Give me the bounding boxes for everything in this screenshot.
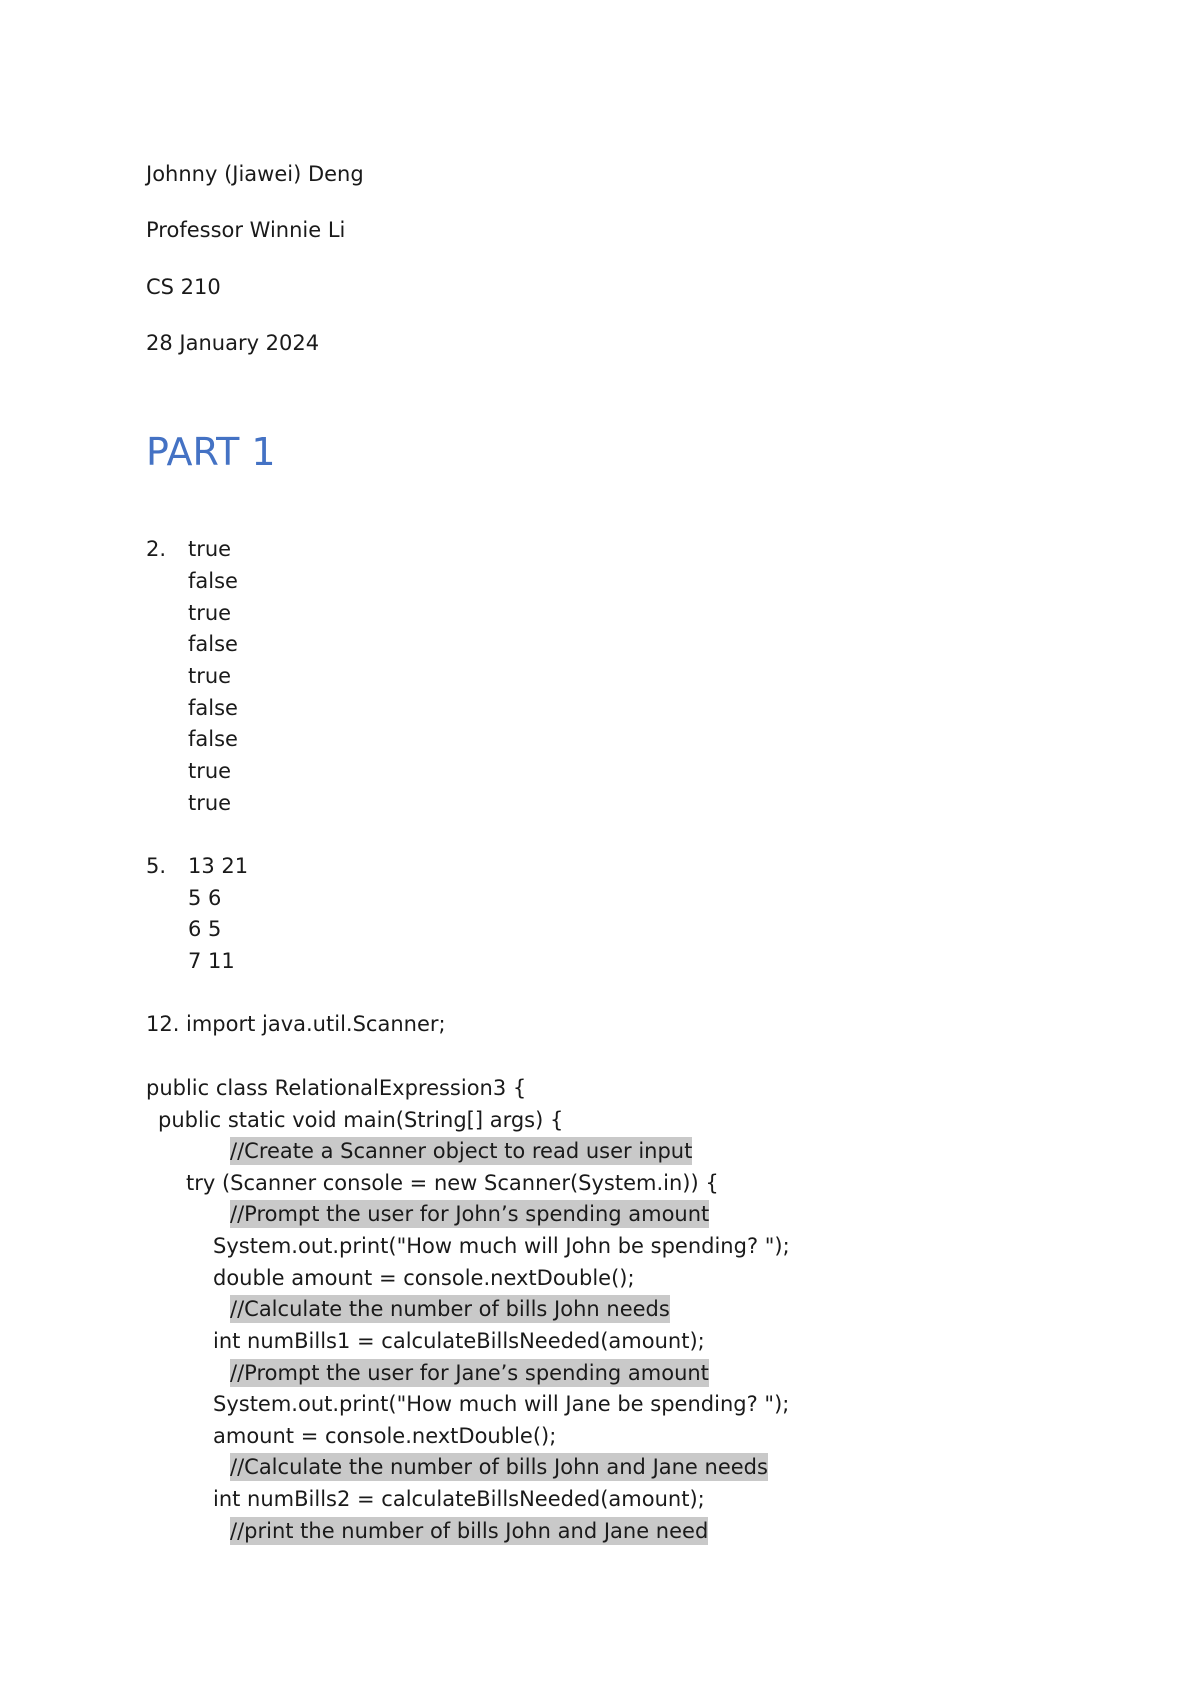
code-line: System.out.print("How much will Jane be spending? "); [213,1392,790,1416]
code-line: int numBills2 = calculateBillsNeeded(amount); [213,1487,705,1511]
code-line: double amount = console.nextDouble(); [213,1266,635,1290]
q2-answer: true [188,759,232,783]
code-comment: //Calculate the number of bills John and Jane needs [230,1455,768,1479]
q5-answer: 6 5 [188,917,222,941]
course-code: CS 210 [146,275,221,299]
code-line: try (Scanner console = new Scanner(System.in)) { [186,1171,719,1195]
q2-answer: true [188,664,232,688]
code-line: amount = console.nextDouble(); [213,1424,557,1448]
code-comment: //Prompt the user for Jane’s spending amount [230,1361,709,1385]
question-2-number: 2. [146,537,167,561]
code-comment: //print the number of bills John and Jane need [230,1519,709,1543]
q2-answer: true [188,791,232,815]
q12-import-line: import java.util.Scanner; [186,1012,446,1036]
document-date: 28 January 2024 [146,331,320,355]
q5-answer: 5 6 [188,886,222,910]
code-line: System.out.print("How much will John be spending? "); [213,1234,790,1258]
code-line: public class RelationalExpression3 { [146,1076,527,1100]
q2-answer: true [188,537,232,561]
q5-answer: 13 21 [188,854,249,878]
question-5-number: 5. [146,854,167,878]
student-name: Johnny (Jiawei) Deng [146,162,364,186]
code-line: int numBills1 = calculateBillsNeeded(amount); [213,1329,705,1353]
q2-answer: true [188,601,232,625]
professor-name: Professor Winnie Li [146,218,346,242]
part-heading: PART 1 [146,430,276,474]
q2-answer: false [188,727,238,751]
code-comment: //Calculate the number of bills John needs [230,1297,670,1321]
q2-answer: false [188,632,238,656]
q5-answer: 7 11 [188,949,235,973]
q2-answer: false [188,569,238,593]
code-comment: //Prompt the user for John’s spending amount [230,1202,710,1226]
code-comment: //Create a Scanner object to read user input [230,1139,693,1163]
question-12-number: 12. [146,1012,180,1036]
q2-answer: false [188,696,238,720]
code-line: public static void main(String[] args) { [158,1108,564,1132]
